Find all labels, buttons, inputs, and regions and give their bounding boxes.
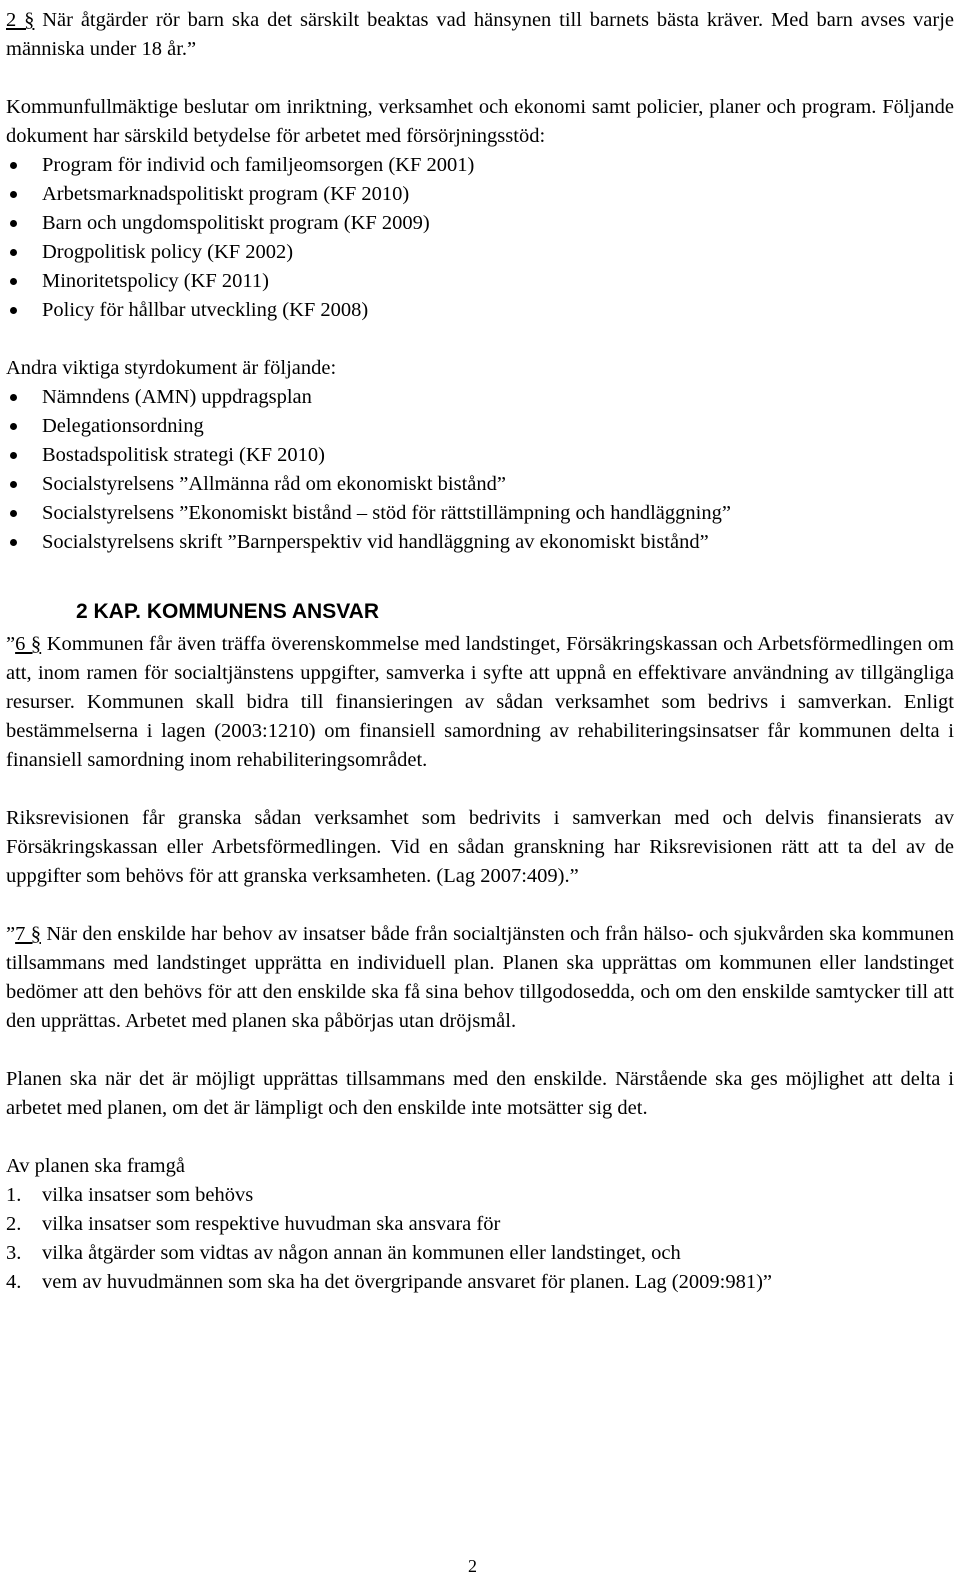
quote-mark: ”	[6, 923, 16, 945]
list-text: vem av huvudmännen som ska ha det övergripande ansvaret för planen. Lag (2009:981)”	[42, 1271, 772, 1293]
list-item: Minoritetspolicy (KF 2011)	[6, 267, 954, 296]
paragraph-text: Kommunen får även träffa överenskommelse med landstinget, Försäkringskassan och Arbetsförmedlingen om att, inom ramen för socialtjänstens uppgifter, samverka i syfte att uppnå en effektivare användning av tillgängliga resurser. Kommunen skall bidra till finansieringen av sådan verksamhet som bedrivs i samverkan. Enligt bestämmelserna i lagen (2003:1210) om finansiell samordning av rehabiliteringsinsatser får kommunen delta i finansiell samordning inom rehabiliteringsområdet.	[6, 633, 954, 771]
policy-document-list	[6, 151, 954, 325]
list-text: vilka insatser som respektive huvudman ska ansvara för	[42, 1213, 501, 1235]
paragraph-planen: Planen ska när det är möjligt upprättas tillsammans med den enskilde. Närstående ska ges möjlighet att delta i arbetet med planen, om det är lämpligt och den enskilde inte motsätter sig det.	[6, 1068, 954, 1119]
list-item: Arbetsmarknadspolitiskt program (KF 2010)	[6, 180, 954, 209]
paragraph-kommunfullmaktige: Kommunfullmäktige beslutar om inriktning, verksamhet och ekonomi samt policier, planer och program. Följande dokument har särskild betydelse för arbetet med försörjningsstöd:	[6, 96, 954, 147]
list-item: Policy för hållbar utveckling (KF 2008)	[6, 296, 954, 325]
document-page	[6, 6, 954, 1297]
list-text: vilka åtgärder som vidtas av någon annan än kommunen eller landstinget, och	[42, 1242, 681, 1264]
list-item: Program för individ och familjeomsorgen (KF 2001)	[6, 151, 954, 180]
quote-mark: ”	[6, 633, 16, 655]
page-number: 2	[468, 1556, 477, 1576]
paragraph-text: När åtgärder rör barn ska det särskilt beaktas vad hänsynen till barnets bästa kräver. Med barn avses varje människa under 18 år.”	[6, 9, 955, 60]
list-number: 4.	[6, 1271, 22, 1293]
list-number: 3.	[6, 1242, 22, 1264]
plan-content-list	[6, 1181, 954, 1297]
list-item: Barn och ungdomspolitiskt program (KF 2009)	[6, 209, 954, 238]
section-ref: 6 §	[15, 633, 42, 655]
section-ref: 2 §	[6, 9, 35, 31]
list-item: Socialstyrelsens ”Ekonomiskt bistånd – stöd för rättstillämpning och handläggning”	[6, 499, 954, 528]
list-item: Socialstyrelsens skrift ”Barnperspektiv vid handläggning av ekonomiskt bistånd”	[6, 528, 954, 557]
section-ref: 7 §	[15, 923, 41, 945]
list-item: Socialstyrelsens ”Allmänna råd om ekonomiskt bistånd”	[6, 470, 954, 499]
paragraph-text: När den enskilde har behov av insatser både från socialtjänsten och från hälso- och sjukvården ska kommunen tillsammans med landstinget upprätta en individuell plan. Planen ska upprättas om kommunen eller landstinget bedömer att den behövs för att den enskilde ska få sina behov tillgodosedda, och om den enskilde samtycker till att den upprättas. Arbetet med planen ska påbörjas utan dröjsmål.	[6, 923, 955, 1032]
list-item: Bostadspolitisk strategi (KF 2010)	[6, 441, 954, 470]
paragraph-av-planen: Av planen ska framgå	[6, 1155, 185, 1177]
list-item	[6, 1210, 954, 1239]
list-item	[6, 1268, 954, 1297]
paragraph-riksrevisionen: Riksrevisionen får granska sådan verksamhet som bedrivits i samverkan med och delvis finansierats av Försäkringskassan eller Arbetsförmedlingen. Vid en sådan granskning har Riksrevisionen rätt att ta del av de uppgifter som behövs för att granska verksamheten. (Lag 2007:409).”	[6, 807, 954, 887]
list-number: 2.	[6, 1213, 22, 1235]
list-item: Delegationsordning	[6, 412, 954, 441]
paragraph-barnets-basta	[6, 6, 954, 64]
chapter-heading: 2 KAP. KOMMUNENS ANSVAR	[76, 600, 379, 623]
paragraph-7-paragraf	[6, 920, 954, 1036]
governing-document-list	[6, 383, 954, 557]
paragraph-6-paragraf	[6, 630, 954, 775]
list-text: vilka insatser som behövs	[42, 1184, 254, 1206]
list-number: 1.	[6, 1184, 22, 1206]
list-item	[6, 1181, 954, 1210]
paragraph-styrdokument: Andra viktiga styrdokument är följande:	[6, 357, 337, 379]
list-item: Drogpolitisk policy (KF 2002)	[6, 238, 954, 267]
list-item	[6, 1239, 954, 1268]
list-item: Nämndens (AMN) uppdragsplan	[6, 383, 954, 412]
